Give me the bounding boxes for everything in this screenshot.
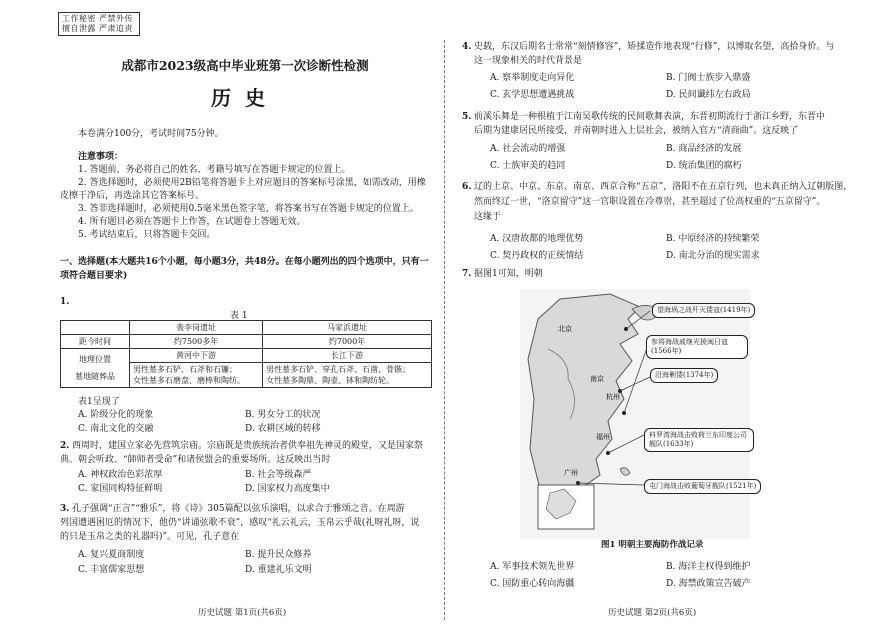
question-stem: 后期为建康居民所接受，并南朝时进入上层社会，被纳入官方“清商曲”。这反映了	[474, 126, 799, 136]
question-number: 5.	[462, 112, 472, 122]
table-cell: 男性墓多石铲、石斧和石镰； 女性墓多石磨盘、磨棒和陶纺。	[130, 363, 263, 388]
option-b[interactable]: B. 男女分工的状况	[245, 410, 321, 420]
table-1	[60, 320, 432, 388]
option-d[interactable]: D. 南北分治的现实需求	[666, 251, 760, 261]
option-d[interactable]: D. 民间谶纬左右政局	[666, 90, 751, 100]
option-b[interactable]: B. 海洋主权得到维护	[666, 562, 751, 572]
map-label-guangzhou: 广州	[564, 469, 578, 477]
option-d[interactable]: D. 统治集团的腐朽	[666, 161, 742, 171]
question-stem: 西周时，建国立家必先营筑宗庙。宗庙既是贵族统治者供奉祖先神灵的殿堂，又是国家祭	[72, 441, 424, 451]
option-c[interactable]: C. 玄学思想遭遇挑战	[490, 90, 575, 100]
subject-title: 历史	[211, 86, 279, 110]
option-b[interactable]: B. 中原经济的持续繁荣	[666, 234, 760, 244]
confidential-stamp	[58, 12, 140, 36]
option-b[interactable]: B. 商品经济的发展	[666, 144, 742, 154]
intro-text: 本卷满分100分，考试时间75分钟。	[78, 129, 224, 139]
table-row	[61, 335, 432, 349]
table-cell: 距今时间	[61, 335, 130, 349]
question-stem: 孔子强调“正言”“雅乐”，将《诗》305篇配以弦乐演唱，以求合于雅颂之音。在周游	[72, 504, 405, 514]
option-d[interactable]: D. 海禁政策宣告破产	[666, 579, 751, 589]
ming-coastal-defense-map	[520, 289, 750, 539]
stamp-line-2: 擅自泄露 严肃追责	[62, 24, 134, 33]
question-number: 4.	[462, 42, 472, 52]
question-stem: 典、朝会听政、“師师者受命”和诸侯盟会的重要场所。这反映出当时	[60, 455, 331, 465]
option-a[interactable]: A. 社会流动的增强	[490, 144, 566, 154]
question-stem: 列国遭遇困厄的情况下，他仍“讲诵弦歌不衰”，感叹“礼云礼云，玉帛云乎哉(礼呀礼呀，说	[60, 518, 420, 528]
question-stem: 史载，东汉后期名士常常“刻情修容”，矫揉造作地表现“行修”，以博取名望，高拾身价。与	[474, 42, 835, 52]
exam-title: 成都市2023级高中毕业班第一次诊断性检测	[121, 58, 369, 73]
note-line: 5. 考试结束后，只将答题卡交回。	[78, 230, 216, 240]
question-stem: 据图1可知，明朝	[474, 269, 543, 279]
row-label: 地理位置	[79, 355, 111, 364]
option-b[interactable]: B. 社会等级森严	[245, 470, 312, 480]
option-c[interactable]: C. 家国同构特征鲜明	[78, 484, 163, 494]
question-stem: 然而终辽一世，“洛京留守”这一官职设置在冷尊崇，甚至超过了位高权重的“五京留守”。	[474, 197, 826, 207]
question-number: 2.	[60, 441, 70, 451]
table-cell	[61, 349, 130, 388]
table-header-row	[61, 321, 432, 335]
option-a[interactable]: A. 察举制度走向异化	[490, 73, 575, 83]
question-stem: 这一现象相关的时代背景是	[474, 56, 583, 66]
note-line: 皮擦干净后，再选涂其它答案标号。	[60, 191, 205, 201]
question-stem: 表1呈现了	[78, 397, 120, 407]
option-a[interactable]: A. 军事技术领先世界	[490, 562, 575, 572]
note-line: 4. 所有题目必须在答题卡上作答，在试题卷上答题无效。	[78, 217, 306, 227]
option-d[interactable]: D. 国家权力高度集中	[245, 484, 330, 494]
page-footer: 历史试题 第1页(共6页)	[198, 608, 287, 618]
note-line: 2. 答选择题时，必须使用2B铅笔将答题卡上对应题目的答案标号涂黑，如需改动，用橡	[78, 178, 426, 188]
table-row	[61, 349, 432, 363]
table-cell	[61, 321, 130, 335]
page-footer: 历史试题 第2页(共6页)	[608, 608, 697, 618]
option-a[interactable]: A. 阶级分化的现象	[78, 410, 154, 420]
option-c[interactable]: C. 契丹政权的正统情结	[490, 251, 584, 261]
question-number: 7.	[462, 269, 472, 279]
callout-coastal-suppression: 沿海剿倭(1374年)	[650, 368, 718, 383]
map-label-beijing: 北京	[558, 325, 572, 333]
option-a[interactable]: A. 汉唐故都的地理优势	[490, 234, 584, 244]
question-stem: 的只是玉帛之类的礼器吗)”。可见，孔子意在	[60, 532, 240, 542]
table-header-cell: 裴李岗遗址	[130, 321, 263, 335]
map-label-hangzhou: 杭州	[606, 393, 620, 401]
table-caption: 表 1	[230, 311, 248, 321]
option-a[interactable]: A. 复兴夏商制度	[78, 550, 145, 560]
option-a[interactable]: A. 神权政治色彩浓厚	[78, 470, 163, 480]
map-label-nanjing: 南京	[590, 375, 604, 383]
option-b[interactable]: B. 门阀士族步入鼎盛	[666, 73, 751, 83]
option-d[interactable]: D. 农耕区域的转移	[245, 424, 321, 434]
callout-liaoluo-bay: 料罗湾海战击败荷兰东印度公司舰队(1633年)	[644, 428, 754, 452]
table-cell: 男性墓多石铲、穿孔石斧、石凿、骨镞； 女性墓多陶鼎、陶壶、钵和陶纺轮。	[263, 363, 432, 388]
question-number: 1.	[60, 297, 70, 307]
option-b[interactable]: B. 提升民众修养	[245, 550, 312, 560]
notes-title: 注意事项：	[78, 152, 124, 162]
stamp-line-1: 工作秘密 严禁外传	[62, 14, 134, 23]
callout-qi-jiguang: 参将海战戚继光援闽日寇(1566年)	[646, 335, 748, 359]
callout-wanghaiguo: 望海埚之战歼灭倭寇(1419年)	[652, 303, 755, 318]
row-label: 墓地随葬品	[75, 372, 115, 381]
option-c[interactable]: C. 丰富儒家思想	[78, 565, 145, 575]
option-c[interactable]: C. 士族审美的趋同	[490, 161, 566, 171]
option-c[interactable]: C. 南北文化的交融	[78, 424, 154, 434]
option-d[interactable]: D. 重建礼乐文明	[245, 565, 312, 575]
section-title-cont: 项符合题目要求)	[60, 271, 128, 281]
section-title: 一、选择题(本大题共16个小题，每小题3分，共48分。在每小题列出的四个选项中，只有一	[60, 257, 429, 267]
question-number: 3.	[60, 504, 70, 514]
note-line: 3. 答非选择题时，必须使用0.5毫米黑色签字笔，将答案书写在答题卡规定的位置上。	[78, 204, 419, 214]
callout-tunmen: 屯门海战击败葡萄牙舰队(1521年)	[644, 479, 761, 494]
option-c[interactable]: C. 国防重心转向海疆	[490, 579, 575, 589]
map-label-fuzhou: 福州	[596, 433, 610, 441]
question-stem: 辽的上京、中京、东京、南京、西京合称“五京”，洛阳不在五京行列，也未真正纳入辽朝版图，	[474, 182, 853, 192]
table-header-cell: 马家浜遗址	[263, 321, 432, 335]
table-cell: 长江下游	[263, 349, 432, 363]
question-number: 6.	[462, 182, 472, 192]
question-stem: 前溪乐舞是一种根植于江南吴歌传统的民间歌舞表演，东晋初期流行于浙江乡野，东晋中	[474, 112, 826, 122]
note-line: 1. 答题前，务必将自己的姓名、考籍号填写在答题卡规定的位置上。	[78, 165, 351, 175]
table-cell: 黄河中下游	[130, 349, 263, 363]
table-cell: 约7000年	[263, 335, 432, 349]
figure-caption: 图1 明朝主要海防作战记录	[601, 540, 704, 550]
table-cell: 约7500多年	[130, 335, 263, 349]
question-stem: 这缘于	[474, 212, 502, 222]
